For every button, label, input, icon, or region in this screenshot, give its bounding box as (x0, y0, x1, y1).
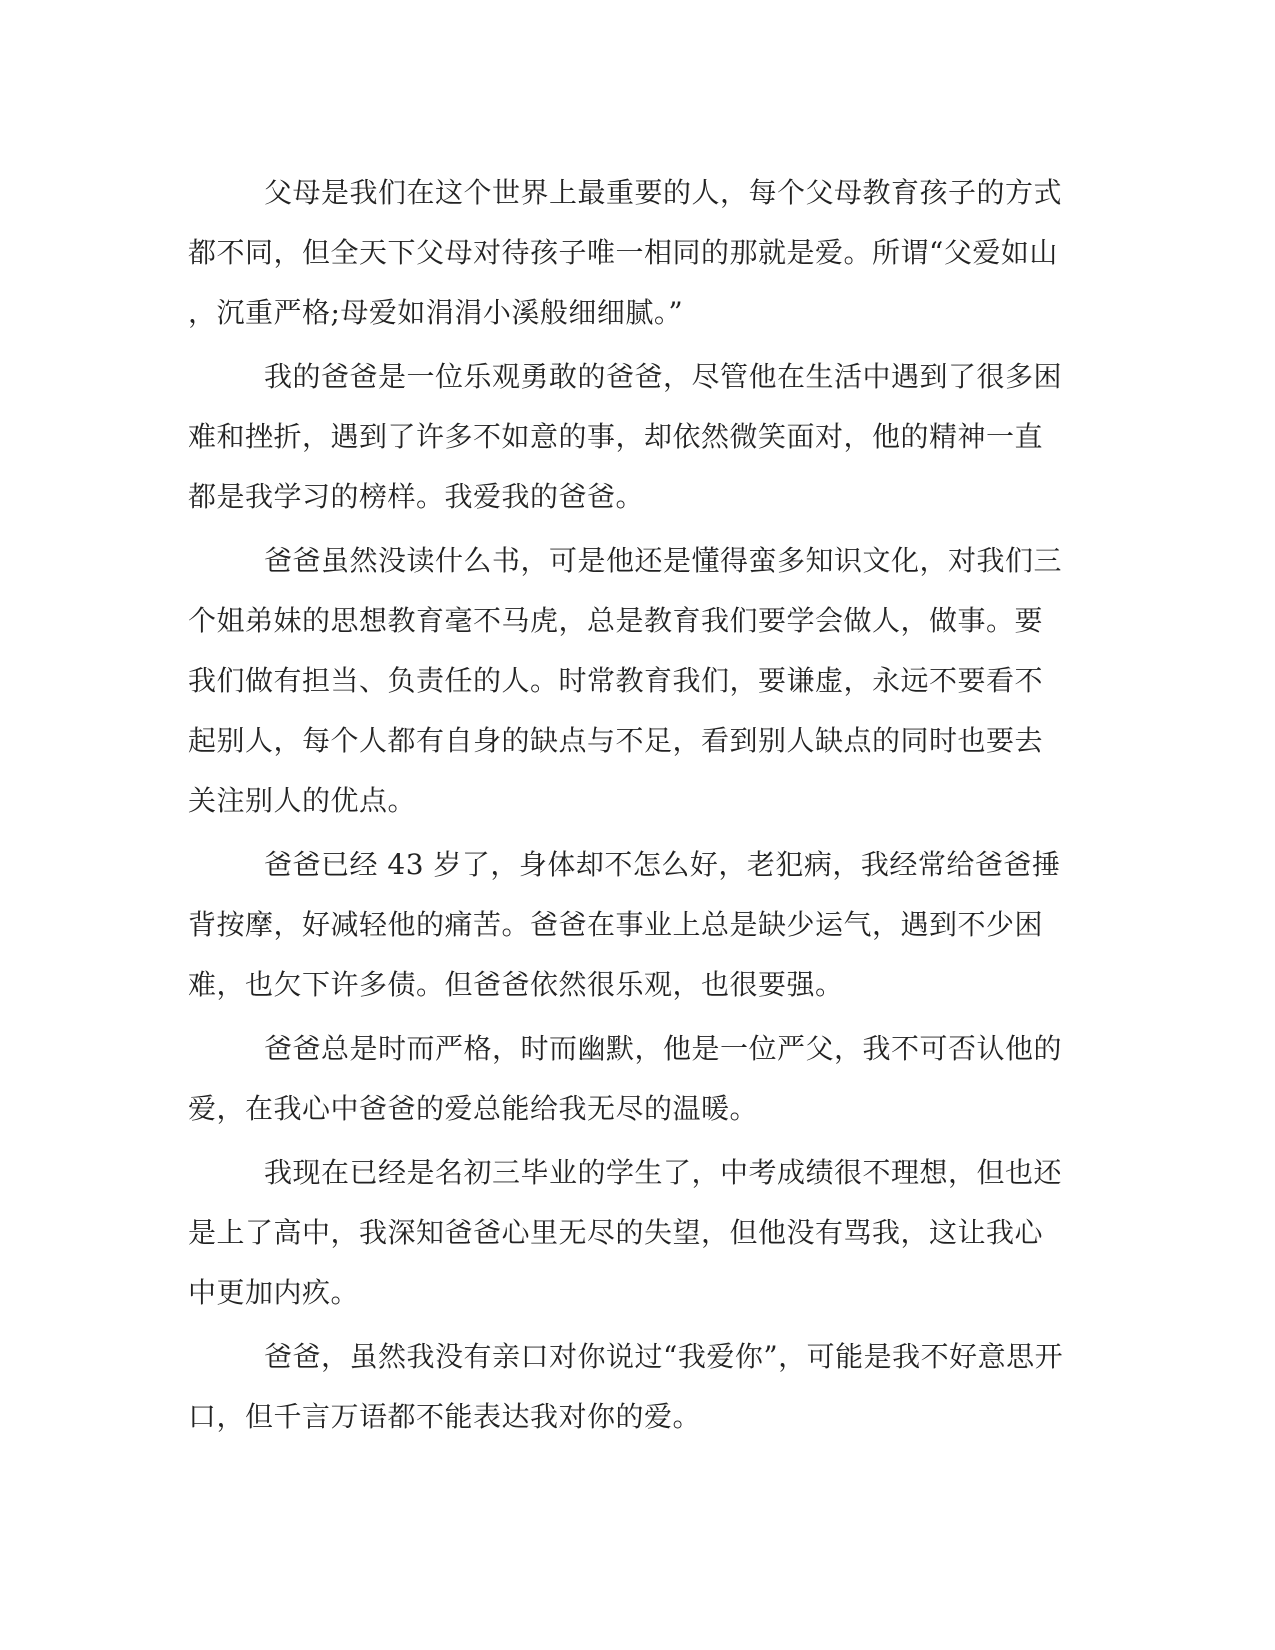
text-line: 起别人，每个人都有自身的缺点与不足，看到别人缺点的同时也要去 (188, 724, 1044, 757)
text-line: 个姐弟妹的思想教育毫不马虎，总是教育我们要学会做人，做事。要 (188, 604, 1044, 637)
paragraph-7 (188, 1327, 1068, 1447)
document-body (188, 163, 1068, 1451)
text-line: 我的爸爸是一位乐观勇敢的爸爸，尽管他在生活中遇到了很多困 (264, 360, 1063, 393)
text-line: 难，也欠下许多债。但爸爸依然很乐观，也很要强。 (188, 968, 844, 1001)
text-line: 爸爸总是时而严格，时而幽默，他是一位严父，我不可否认他的 (264, 1032, 1063, 1065)
text-line: 背按摩，好减轻他的痛苦。爸爸在事业上总是缺少运气，遇到不少困 (188, 908, 1044, 941)
text-line: 父母是我们在这个世界上最重要的人，每个父母教育孩子的方式 (264, 176, 1063, 209)
paragraph-2 (188, 347, 1068, 527)
text-line: 关注别人的优点。 (188, 784, 417, 817)
paragraph-3 (188, 531, 1068, 831)
text-line: 我们做有担当、负责任的人。时常教育我们，要谦虚，永远不要看不 (188, 664, 1044, 697)
text-line: 爱，在我心中爸爸的爱总能给我无尽的温暖。 (188, 1092, 759, 1125)
text-line: ，沉重严格;母爱如涓涓小溪般细细腻。” (188, 296, 684, 329)
text-line: 中更加内疚。 (188, 1276, 360, 1309)
text-line: 我现在已经是名初三毕业的学生了，中考成绩很不理想，但也还 (264, 1156, 1063, 1189)
text-line: 口，但千言万语都不能表达我对你的爱。 (188, 1400, 702, 1433)
text-line: 是上了高中，我深知爸爸心里无尽的失望，但他没有骂我，这让我心 (188, 1216, 1044, 1249)
paragraph-6 (188, 1143, 1068, 1323)
text-line: 都是我学习的榜样。我爱我的爸爸。 (188, 480, 645, 513)
text-line: 难和挫折，遇到了许多不如意的事，却依然微笑面对，他的精神一直 (188, 420, 1044, 453)
text-line: 都不同，但全天下父母对待孩子唯一相同的那就是爱。所谓“父爱如山 (188, 236, 1058, 269)
paragraph-4 (188, 835, 1068, 1015)
paragraph-1 (188, 163, 1068, 343)
paragraph-5 (188, 1019, 1068, 1139)
text-line: 爸爸，虽然我没有亲口对你说过“我爱你”，可能是我不好意思开 (264, 1340, 1064, 1373)
text-line: 爸爸已经 43 岁了，身体却不怎么好，老犯病，我经常给爸爸捶 (264, 848, 1061, 881)
text-line: 爸爸虽然没读什么书，可是他还是懂得蛮多知识文化，对我们三 (264, 544, 1063, 577)
